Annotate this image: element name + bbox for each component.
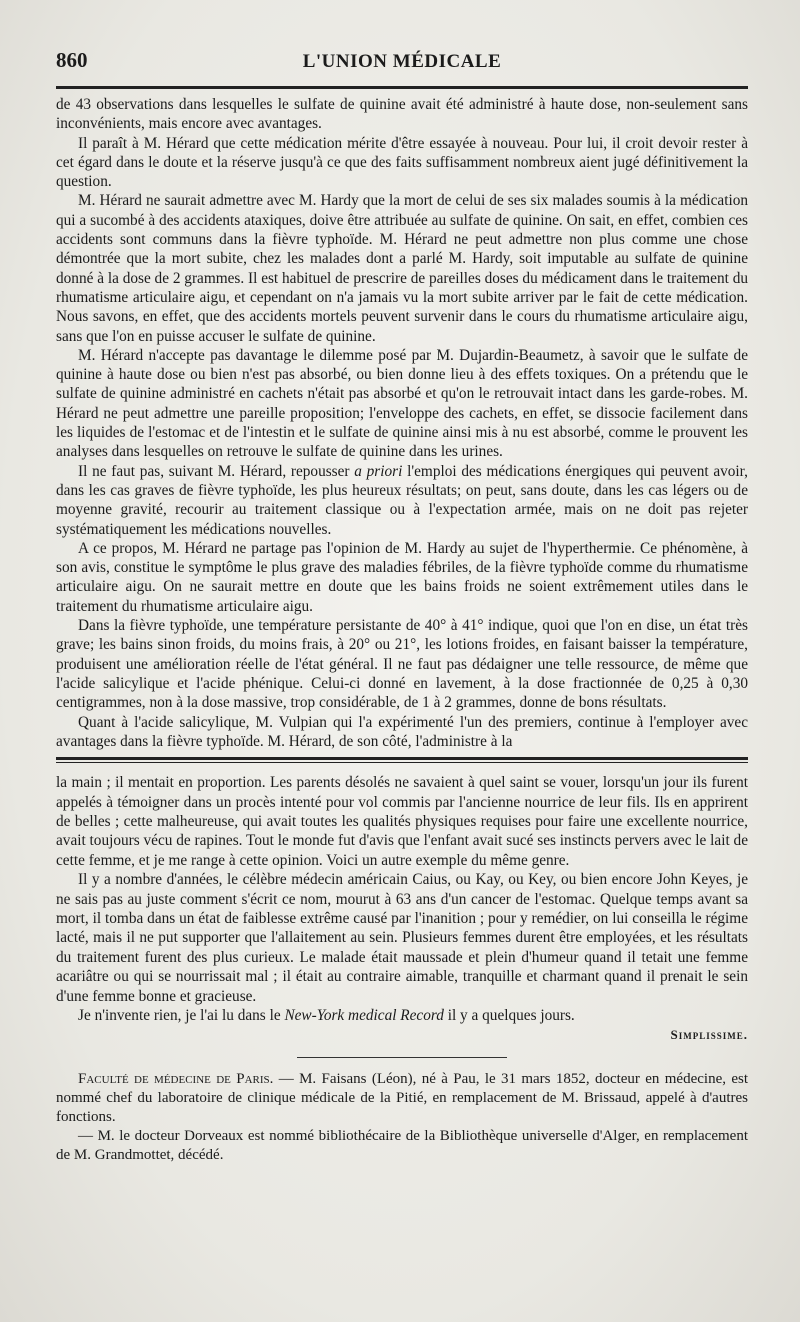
news-item — [56, 1070, 748, 1127]
page-number: 860 — [56, 48, 88, 72]
paragraph — [56, 1006, 748, 1025]
paragraph: Quant à l'acide salicylique, M. Vulpian qui l'a expérimenté l'un des premiers, continue à l'employer avec avantages dans la fièvre typhoïde. M. Hérard, de son côté, l'administre à la — [56, 713, 748, 750]
author-signature: Simplissime. — [670, 1027, 748, 1043]
paragraph: A ce propos, M. Hérard ne partage pas l'opinion de M. Hardy au sujet de l'hyperthermie. Ce phénomène, à son avis, constitue le symptôme le plus grave des maladies fébriles, de la fièvre typhoïde comme du rhumatisme articulaire aigu. On ne saurait mettre en doute que les bains froids ne soient extrêmement utiles dans le traitement du rhumatisme articulaire aigu. — [56, 539, 748, 615]
text-run: il y a quelques jours. — [443, 1006, 575, 1024]
page-header — [56, 48, 748, 82]
paragraph: M. Hérard n'accepte pas davantage le dilemme posé par M. Dujardin-Beaumetz, à savoir que le sulfate de quinine à haute dose ou bien n'est pas absorbé, ou bien donne lieu à des effets toxiques. On a prétendu que le sulfate de quinine administré en cachets n'était pas absorbé et qu'on le retrouvait intact dans les garde-robes. M. Hérard ne peut admettre une pareille proposition; l'enveloppe des cachets, en effet, se dissocie facilement dans les liquides de l'estomac et de l'intestin et le sulfate de quinine ainsi mis à nu est absorbé, comme le prouvent les analyses dans lesquelles on retrouve le sulfate de quinine dans les urines. — [56, 346, 748, 461]
paragraph: Dans la fièvre typhoïde, une température persistante de 40° à 41° indique, quoi que l'on en dise, un état très grave; les bains sinon froids, du moins frais, à 20° ou 21°, les lotions froides, en faisant baisser la température, produisent une amélioration réelle de l'état général. Il ne faut pas dédaigner une telle ressource, de même que l'acide salicylique et l'acide phénique. Celui-ci donné en lavement, à la dose fractionnée de 0,25 à 0,30 centigrammes, non à la dose massive, trop considérable, de 1 à 2 grammes, donne de bons résultats. — [56, 617, 748, 712]
text-run: — M. Faisans (Léon), né à Pau, le 31 mars 1852, docteur en médecine, est nommé chef du laboratoire de clinique médicale de la Pitié, en remplacement de M. Brissaud, appelé à d'autres fonctions. — [56, 1071, 748, 1126]
paragraph: Il y a nombre d'années, le célèbre médecin américain Caius, ou Kay, ou Key, ou bien encore John Keyes, je ne sais pas au juste comment s'écrit ce nom, mourut à 63 ans d'un cancer de l'estomac. Quelque temps avant sa mort, il tomba dans un état de faiblesse extrême causé par l'inanition ; pour y remédier, on lui conseilla le régime lacté, mais il ne put supporter que l'allaitement au sein. Plusieurs femmes durent être employées, et les résultats du traitement furent des plus curieux. Le malade était maussade et plein d'humeur quand il tetait une femme acariâtre ou qui se nourrissait mal ; il était au contraire aimable, tranquille et charmant quand il prenait le sein d'une femme bonne et gracieuse. — [56, 871, 748, 1005]
text-run: l'emploi des médications énergiques qui peuvent avoir, dans les cas graves de fièvre typhoïde, les plus heureux résultats; on peut, sans doute, dans les cas légers ou de moyenne gravité, recourir au traitement classique ou à l'expectation armée, mais on ne doit pas rejeter systématiquement les médications nouvelles. — [56, 462, 748, 538]
text-run: Je n'invente rien, je l'ai lu dans le — [78, 1006, 285, 1024]
article-section — [56, 95, 748, 751]
text-run: Il ne faut pas, suivant M. Hérard, repousser — [78, 462, 355, 480]
paragraph: M. Hérard ne saurait admettre avec M. Hardy que la mort de celui de ses six malades soumis à la médication qui a sucombé à des accidents ataxiques, doive être attribuée au sulfate de quinine. On sait, en effet, combien ces accidents sont communs dans la fièvre typhoïde. M. Hérard ne peut admettre non plus comme une chose démontrée que la mort subite, chez les malades dont a parlé M. Hardy, soit imputable au sulfate de quinine donné à la dose de 2 grammes. Il est habituel de prescrire de pareilles doses du médicament dans le traitement du rhumatisme articulaire aigu, et cependant on n'a jamais vu la mort subite arriver par le fait de cette médication. Nous savons, en effet, que des accidents mortels peuvent survenir dans le cours du rhumatisme articulaire aigu, sans que l'on en puisse accuser le sulfate de quinine. — [56, 192, 748, 345]
header-rule — [56, 86, 748, 89]
paragraph: la main ; il mentait en proportion. Les parents désolés ne savaient à quel saint se vouer, lorsqu'un jour ils furent appelés à témoigner dans un procès intenté pour vol commis par l'ancienne nourrice de leur fils. Ils en apprirent de belles ; cette malheureuse, qui avait toutes les qualités physiques requises pour faire une excellente nourrice, avait toujours vécu de rapines. Tout le monde fut d'avis que l'enfant avait sucé ses instincts pervers avec le lait de cette femme, et je me range à cette opinion. Voici un autre exemple du même genre. — [56, 774, 748, 869]
news-label: Faculté de médecine de Paris. — [78, 1071, 274, 1088]
italic-term: a priori — [354, 462, 403, 480]
running-head: L'UNION MÉDICALE — [302, 51, 502, 72]
news-section — [56, 1070, 748, 1165]
paragraph: Il paraît à M. Hérard que cette médication mérite d'être essayée à nouveau. Pour lui, il croit devoir rester à cet égard dans le doute et la réserve jusqu'à ce que des faits suffisamment nombreux aient jugé définitivement la question. — [56, 134, 748, 191]
paragraph: de 43 observations dans lesquelles le sulfate de quinine avait été administré à haute dose, non-seulement sans inconvénients, mais encore avec avantages. — [56, 96, 748, 133]
paragraph — [56, 462, 748, 539]
news-item: — M. le docteur Dorveaux est nommé bibliothécaire de la Bibliothèque universelle d'Alger, en remplacement de M. Grandmottet, décédé. — [56, 1128, 748, 1164]
feuilleton-section — [56, 773, 748, 1043]
center-rule — [297, 1057, 507, 1058]
italic-title: New-York medical Record — [284, 1006, 444, 1024]
section-divider — [56, 757, 748, 763]
